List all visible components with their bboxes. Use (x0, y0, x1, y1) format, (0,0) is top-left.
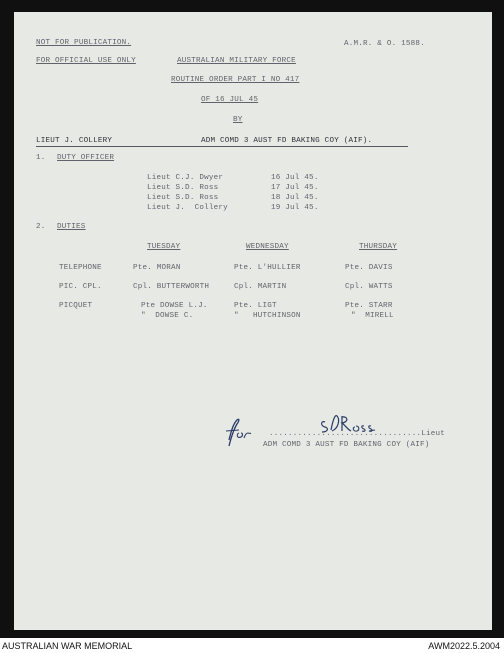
duty-officer-name: Lieut S.D. Ross (147, 194, 219, 202)
duty-officer-date: 18 Jul 45. (271, 194, 319, 202)
official-use-notice: FOR OFFICIAL USE ONLY (36, 57, 136, 65)
reference-number: A.M.R. & O. 1588. (344, 40, 425, 48)
duty-thursday: Cpl. WATTS (345, 283, 393, 291)
duty-officer-date: 17 Jul 45. (271, 184, 319, 192)
footer-bar (0, 638, 504, 653)
duty-thursday: Pte. STARR (345, 302, 393, 310)
duty-officer-name: Lieut S.D. Ross (147, 184, 219, 192)
order-date: OF 16 JUL 45 (201, 96, 259, 104)
duty-tuesday: " DOWSE C. (141, 312, 194, 320)
signature-unit: ADM COMD 3 AUST FD BAKING COY (AIF) (263, 441, 430, 449)
section-2-title: DUTIES (57, 223, 86, 231)
section-1-title: DUTY OFFICER (57, 154, 115, 162)
duty-name: TELEPHONE (59, 264, 102, 272)
duty-officer-date: 16 Jul 45. (271, 174, 319, 182)
duty-wednesday: Pte. L'HULLIER (234, 264, 301, 272)
document-page (14, 12, 492, 630)
day-header-tuesday: TUESDAY (147, 243, 181, 251)
order-title: ROUTINE ORDER PART I NO 417 (171, 76, 300, 84)
duty-wednesday: Pte. LIGT (234, 302, 277, 310)
by-label: BY (233, 116, 243, 124)
duty-name: PICQUET (59, 302, 93, 310)
force-name: AUSTRALIAN MILITARY FORCE (177, 57, 296, 65)
header-rule (36, 146, 408, 147)
signature-line: ................................Lieut (269, 430, 446, 438)
duty-tuesday: Pte. MORAN (133, 264, 181, 272)
duty-name: PIC. CPL. (59, 283, 102, 291)
section-1-number: 1. (36, 154, 46, 162)
day-header-thursday: THURSDAY (359, 243, 398, 251)
unit-name: ADM COMD 3 AUST FD BAKING COY (AIF). (201, 137, 373, 145)
duty-officer-name: Lieut C.J. Dwyer (147, 174, 224, 182)
duty-tuesday: Pte DOWSE L.J. (141, 302, 208, 310)
footer-institution: AUSTRALIAN WAR MEMORIAL (2, 641, 133, 651)
not-for-publication: NOT FOR PUBLICATION. (36, 39, 132, 47)
duty-thursday: Pte. DAVIS (345, 264, 393, 272)
handwritten-for (223, 416, 263, 450)
duty-wednesday: Cpl. MARTIN (234, 283, 287, 291)
issuer-name: LIEUT J. COLLERY (36, 137, 113, 145)
duty-thursday: " MIRELL (351, 312, 394, 320)
footer-accession-number: AWM2022.5.2004 (428, 641, 500, 651)
duty-officer-date: 19 Jul 45. (271, 204, 319, 212)
day-header-wednesday: WEDNESDAY (246, 243, 289, 251)
duty-officer-name: Lieut J. Collery (147, 204, 228, 212)
section-2-number: 2. (36, 223, 46, 231)
duty-wednesday: " HUTCHINSON (234, 312, 301, 320)
duty-tuesday: Cpl. BUTTERWORTH (133, 283, 210, 291)
